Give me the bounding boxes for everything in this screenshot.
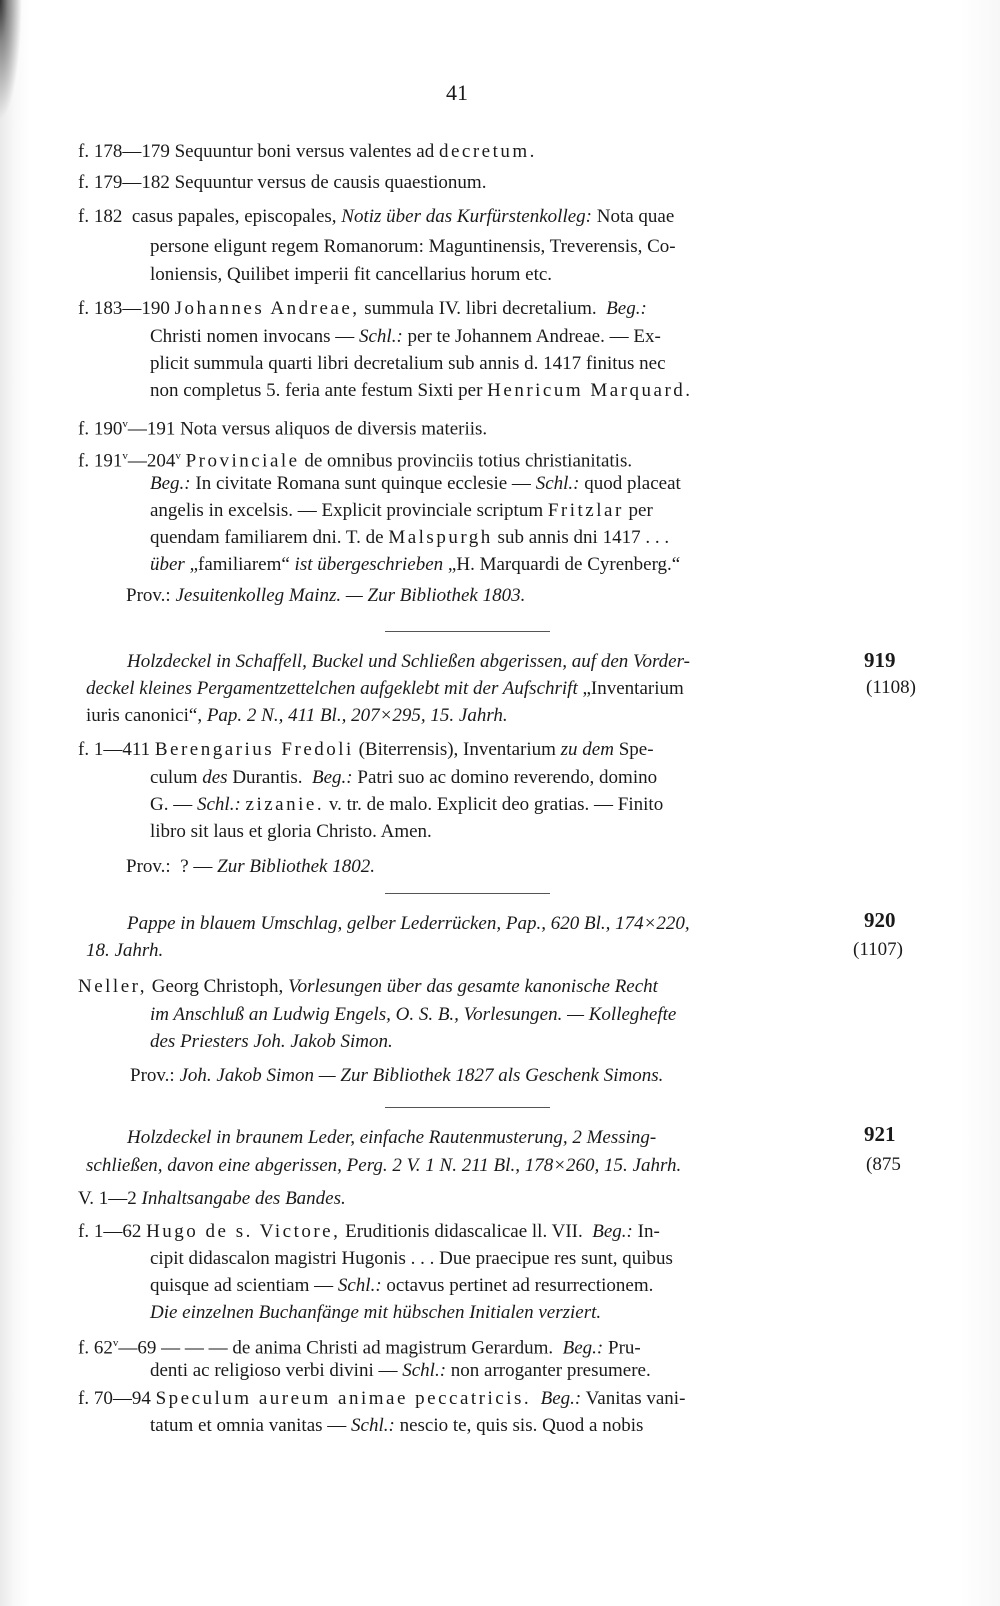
entry-line: Die einzelnen Buchanfänge mit hübschen Initialen verziert. [150, 1302, 602, 1323]
italic-note: Pap. 2 N., 411 Bl., 207×295, 15. Jahrh. [206, 705, 508, 726]
provenance-line [126, 584, 525, 608]
binding-shadow [0, 0, 22, 120]
provenance-line [130, 1064, 663, 1088]
entry-line [78, 140, 537, 164]
entry-text: non completus 5. feria ante festum Sixti per [150, 380, 483, 401]
entry-text: summula IV. libri decretalium. [364, 298, 597, 319]
entry-text: Durantis. [232, 767, 303, 788]
italic-note: Vorlesungen über das gesamte kanonische Recht [288, 976, 658, 997]
italic-note: Schl.: [337, 1275, 382, 1296]
binding-description: Pappe in blauem Umschlag, gelber Lederrücken, Pap., 620 Bl., 174×220, [127, 913, 690, 934]
binding-description: schließen, davon eine abgerissen, Perg. 2 V. 1 N. 211 Bl., 178×260, 15. Jahrh. [86, 1155, 682, 1176]
spaced-text: decretum. [438, 141, 537, 162]
entry-line [78, 412, 487, 441]
prov-text: Zur Bibliothek 1802. [217, 856, 375, 877]
verso-mark: v [175, 450, 181, 462]
binding-description [86, 704, 508, 728]
folio-ref: f. 1—62 [78, 1221, 142, 1242]
folio-ref: f. 190 [78, 418, 123, 440]
italic-note: Beg.: [540, 1388, 582, 1409]
prov-text: Joh. Jakob Simon — Zur Bibliothek 1827 als Geschenk Simons. [179, 1065, 664, 1086]
catalog-number: 919 [864, 648, 896, 672]
catalog-number: 921 [864, 1122, 896, 1146]
author-name: Berengarius Fredoli [154, 739, 354, 760]
binding-description: 18. Jahrh. [86, 940, 164, 961]
entry-line [78, 1187, 346, 1211]
entry-line [78, 1220, 660, 1244]
folio-ref: V. 1—2 [78, 1188, 137, 1209]
shelfmark: (1107) [853, 939, 903, 960]
entry-text: — — — de anima Christi ad magistrum Gerardum. [161, 1337, 554, 1359]
entry-text: octavus pertinet ad resurrectionem. [386, 1275, 654, 1296]
entry-line [78, 444, 632, 473]
italic-note: Notiz über das Kurfürstenkolleg: [341, 206, 592, 227]
spaced-word: zizanie. [245, 794, 325, 815]
entry-text: In- [637, 1221, 660, 1242]
entry-text: Spe- [618, 739, 654, 760]
section-divider [385, 1107, 550, 1108]
entry-text: Pru- [608, 1337, 641, 1359]
section-divider [385, 893, 550, 894]
entry-line: plicit summula quarti libri decretalium sub annis d. 1417 finitus nec [150, 353, 666, 374]
folio-ref: f. 179—182 [78, 172, 170, 193]
italic-note: ist übergeschrieben [294, 554, 444, 575]
entry-text: v. tr. de malo. Explicit deo gratias. — Finito [328, 794, 664, 815]
entry-line [150, 1359, 651, 1383]
entry-text: (Biterrensis), Inventarium [358, 739, 556, 760]
verso-mark: v [112, 1337, 119, 1349]
entry-text: de omnibus provinciis totius christianitatis. [304, 450, 633, 472]
entry-text: Sequuntur boni versus valentes ad [174, 141, 435, 162]
entry-text: denti ac religioso verbi divini — [150, 1360, 398, 1381]
entry-text: quendam familiarem dni. T. de [150, 527, 384, 548]
italic-note: Beg.: [312, 767, 353, 788]
entry-line: persone eligunt regem Romanorum: Maguntinensis, Treverensis, Co- [150, 236, 676, 257]
entry-text: In civitate Romana sunt quinque ecclesie — [195, 473, 531, 494]
entry-text: per [628, 500, 653, 521]
entry-text: sub annis dni 1417 . . . [497, 527, 670, 548]
entry-line [78, 205, 674, 229]
entry-text: quisque ad scientiam — [150, 1275, 334, 1296]
author-name: Hugo de s. Victore, [146, 1221, 341, 1242]
italic-note: Inhaltsangabe des Bandes. [141, 1188, 346, 1209]
verso-mark: v [122, 418, 128, 430]
entry-text: iuris canonici“, [86, 705, 203, 726]
catalog-number: 920 [864, 908, 896, 932]
entry-text: casus papales, episcopales, [131, 206, 337, 227]
prov-text: Jesuitenkolleg Mainz. — Zur Bibliothek 1803. [175, 585, 526, 606]
italic-note: Schl.: [351, 1415, 395, 1436]
entry-line [150, 325, 661, 349]
entry-line [150, 766, 657, 790]
italic-note: über [150, 554, 185, 575]
italic-note: Schl.: [402, 1360, 447, 1381]
folio-ref: f. 1—411 [78, 739, 151, 760]
prov-label: Prov.: [130, 1065, 175, 1086]
folio-ref: f. 183—190 [78, 298, 170, 319]
author-name: Johannes Andreae, [174, 298, 360, 319]
entry-line [150, 499, 653, 523]
folio-ref: f. 191 [78, 450, 123, 472]
entry-line: des Priesters Joh. Jakob Simon. [150, 1031, 393, 1052]
page-number: 41 [446, 80, 468, 105]
italic-note: Schl.: [358, 326, 403, 347]
prov-label: Prov.: [126, 585, 171, 606]
entry-line [78, 171, 486, 195]
entry-line [150, 1274, 653, 1298]
verso-mark: v [122, 450, 128, 462]
shelfmark: (875 [866, 1154, 901, 1175]
entry-text: quod placeat [584, 473, 681, 494]
italic-note: Beg.: [150, 473, 191, 494]
italic-note: zu dem [560, 739, 614, 760]
entry-line [150, 793, 663, 817]
folio-ref: f. 62 [78, 1337, 113, 1359]
folio-ref: f. 182 [78, 206, 123, 227]
entry-line [150, 553, 680, 577]
entry-text: „H. Marquardi de Cyrenberg.“ [447, 554, 681, 575]
entry-text: Vanitas vani- [585, 1388, 686, 1409]
folio-ref: f. 178—179 [78, 141, 170, 162]
entry-text: Christi nomen invocans — [150, 326, 355, 347]
italic-note: Schl.: [535, 473, 580, 494]
entry-line [78, 975, 658, 999]
italic-note: Beg.: [592, 1221, 633, 1242]
binding-description [86, 677, 684, 701]
folio-ref: —191 [127, 418, 176, 440]
entry-line: loniensis, Quilibet imperii fit cancellarius horum etc. [150, 264, 553, 285]
spaced-title: Provinciale [185, 450, 300, 472]
entry-line [78, 738, 654, 762]
spaced-name: Henricum Marquard. [487, 380, 693, 401]
entry-line: cipit didascalon magistri Hugonis . . . Due praecipue res sunt, quibus [150, 1248, 673, 1269]
entry-text: angelis in excelsis. — Explicit provinciale scriptum [150, 500, 544, 521]
entry-line: im Anschluß an Ludwig Engels, O. S. B., Vorlesungen. — Kolleghefte [150, 1004, 677, 1025]
shelfmark: (1108) [866, 677, 916, 698]
entry-text: non arroganter presumere. [450, 1360, 651, 1381]
spaced-name: Malspurgh [388, 527, 493, 548]
binding-description: Holzdeckel in braunem Leder, einfache Rautenmusterung, 2 Messing- [127, 1127, 657, 1148]
entry-line [150, 1414, 643, 1438]
prov-label: Prov.: [126, 856, 171, 877]
entry-text: Patri suo ac domino reverendo, domino [357, 767, 658, 788]
entry-text: „Inventarium [582, 678, 684, 699]
folio-ref: —204 [127, 450, 176, 472]
italic-note: Schl.: [196, 794, 241, 815]
provenance-line [126, 855, 375, 879]
italic-note: des [202, 767, 228, 788]
author-name: Neller, [78, 976, 147, 997]
entry-line [78, 297, 647, 321]
entry-line: libro sit laus et gloria Christo. Amen. [150, 821, 432, 842]
italic-note: Beg.: [606, 298, 647, 319]
prov-text: ? — [180, 856, 213, 877]
section-divider [385, 631, 550, 632]
entry-text: nescio te, quis sis. Quod a nobis [399, 1415, 644, 1436]
entry-text: Nota versus aliquos de diversis materiis. [180, 418, 488, 440]
entry-line [78, 1387, 685, 1411]
italic-note: deckel kleines Pergamentzettelchen aufgeklebt mit der Aufschrift [86, 678, 578, 699]
entry-text: Eruditionis didascalicae ll. VII. [345, 1221, 583, 1242]
entry-text: „familiarem“ [189, 554, 290, 575]
italic-note: Beg.: [562, 1337, 604, 1359]
folio-ref: —69 [118, 1337, 157, 1359]
entry-line [150, 472, 681, 496]
folio-ref: f. 70—94 [78, 1388, 151, 1409]
author-name: Georg Christoph, [151, 976, 284, 997]
spaced-name: Fritzlar [547, 500, 624, 521]
entry-text: culum [150, 767, 198, 788]
spaced-title: Speculum aureum animae peccatricis. [155, 1388, 532, 1409]
entry-line [150, 526, 669, 550]
entry-text: G. — [150, 794, 193, 815]
entry-line [78, 1331, 641, 1360]
entry-line [150, 379, 693, 403]
entry-text: per te Johannem Andreae. — Ex- [407, 326, 661, 347]
entry-text: tatum et omnia vanitas — [150, 1415, 347, 1436]
entry-text: Nota quae [596, 206, 675, 227]
binding-description: Holzdeckel in Schaffell, Buckel und Schließen abgerissen, auf den Vorder- [127, 651, 690, 672]
entry-text: Sequuntur versus de causis quaestionum. [174, 172, 487, 193]
